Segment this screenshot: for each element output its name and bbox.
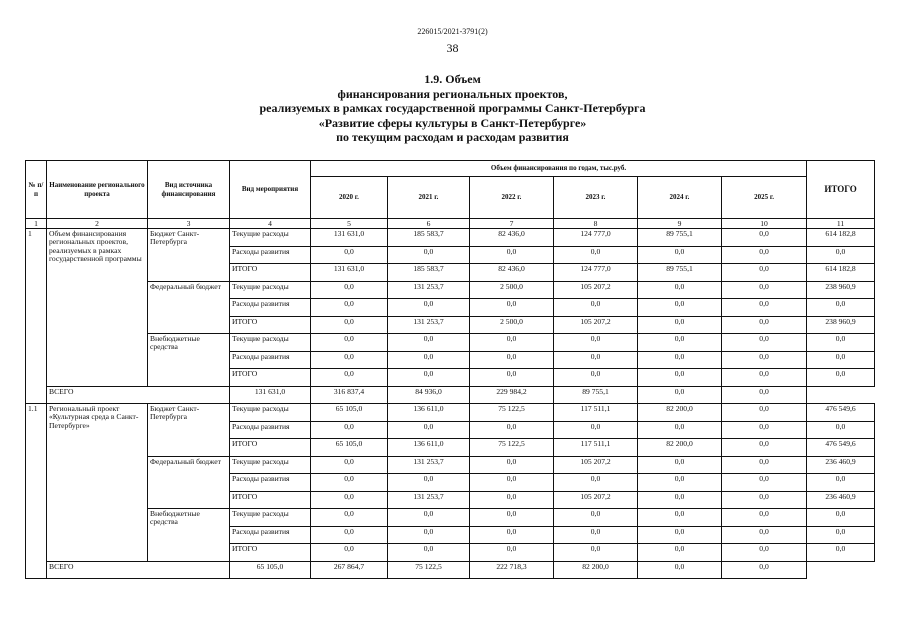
year-value: 0,0 xyxy=(311,369,388,387)
year-value: 131 631,0 xyxy=(311,264,388,282)
funding-source: Бюджет Санкт-Петербурга xyxy=(148,404,230,457)
year-value: 0,0 xyxy=(388,509,470,527)
row-total-value: 0,0 xyxy=(807,526,875,544)
year-value: 0,0 xyxy=(638,526,722,544)
column-number: 4 xyxy=(230,219,311,229)
row-total-value: 236 460,9 xyxy=(807,491,875,509)
grand-total-value: 267 864,7 xyxy=(311,561,388,579)
year-value: 0,0 xyxy=(638,281,722,299)
header-year: 2025 г. xyxy=(722,177,807,219)
year-value: 0,0 xyxy=(554,544,638,562)
year-value: 0,0 xyxy=(470,351,554,369)
year-value: 0,0 xyxy=(722,281,807,299)
year-value: 0,0 xyxy=(722,316,807,334)
year-value: 0,0 xyxy=(311,316,388,334)
grand-total-label: ВСЕГО xyxy=(47,386,230,404)
year-value: 75 122,5 xyxy=(470,439,554,457)
table-row xyxy=(26,456,875,474)
title-line-3: реализуемых в рамках государственной программы Санкт-Петербурга xyxy=(259,101,646,115)
activity-type: Расходы развития xyxy=(230,246,311,264)
activity-type: ИТОГО xyxy=(230,491,311,509)
year-value: 82 200,0 xyxy=(638,404,722,422)
year-value: 0,0 xyxy=(638,351,722,369)
project-name: Региональный проект «Культурная среда в Санкт-Петербурге» xyxy=(47,404,148,562)
year-value: 0,0 xyxy=(311,456,388,474)
row-total-value: 614 182,8 xyxy=(807,229,875,247)
table-row xyxy=(26,281,875,299)
grand-total-value: 222 718,3 xyxy=(470,561,554,579)
grand-total-value: 131 631,0 xyxy=(230,386,311,404)
year-value: 0,0 xyxy=(388,334,470,352)
year-value: 131 253,7 xyxy=(388,316,470,334)
row-total-value: 0,0 xyxy=(807,544,875,562)
year-value: 0,0 xyxy=(388,526,470,544)
year-value: 0,0 xyxy=(722,404,807,422)
year-value: 0,0 xyxy=(722,299,807,317)
year-value: 0,0 xyxy=(311,421,388,439)
year-value: 0,0 xyxy=(638,246,722,264)
row-total-value: 0,0 xyxy=(807,246,875,264)
year-value: 0,0 xyxy=(388,351,470,369)
year-value: 0,0 xyxy=(470,369,554,387)
grand-total-value: 316 837,4 xyxy=(311,386,388,404)
year-value: 0,0 xyxy=(311,491,388,509)
row-total-value: 476 549,6 xyxy=(807,404,875,422)
column-number: 8 xyxy=(554,219,638,229)
column-number: 11 xyxy=(807,219,875,229)
grand-total-value: 65 105,0 xyxy=(230,561,311,579)
year-value: 0,0 xyxy=(470,544,554,562)
page-number: 38 xyxy=(446,41,459,55)
funding-source: Внебюджетные средства xyxy=(148,334,230,387)
grand-total-value: 0,0 xyxy=(638,386,722,404)
year-value: 117 511,1 xyxy=(554,404,638,422)
year-value: 0,0 xyxy=(470,246,554,264)
activity-type: Текущие расходы xyxy=(230,229,311,247)
year-value: 0,0 xyxy=(311,281,388,299)
column-number: 6 xyxy=(388,219,470,229)
activity-type: ИТОГО xyxy=(230,264,311,282)
row-total-value: 614 182,8 xyxy=(807,264,875,282)
financing-table xyxy=(25,160,875,579)
year-value: 124 777,0 xyxy=(554,264,638,282)
project-number: 1 xyxy=(26,229,47,404)
grand-total-row xyxy=(26,386,875,404)
year-value: 65 105,0 xyxy=(311,404,388,422)
header-total: ИТОГО xyxy=(807,161,875,219)
project-number: 1.1 xyxy=(26,404,47,579)
funding-source: Федеральный бюджет xyxy=(148,281,230,334)
year-value: 0,0 xyxy=(638,421,722,439)
row-total-value: 0,0 xyxy=(807,351,875,369)
year-value: 82 436,0 xyxy=(470,229,554,247)
year-value: 185 583,7 xyxy=(388,229,470,247)
year-value: 0,0 xyxy=(722,509,807,527)
section-title xyxy=(0,72,905,145)
year-value: 0,0 xyxy=(554,526,638,544)
year-value: 0,0 xyxy=(722,491,807,509)
title-line-5: по текущим расходам и расходам развития xyxy=(336,130,569,144)
year-value: 0,0 xyxy=(638,474,722,492)
year-value: 0,0 xyxy=(470,456,554,474)
year-value: 131 253,7 xyxy=(388,281,470,299)
grand-total-value: 82 200,0 xyxy=(554,561,638,579)
year-value: 105 207,2 xyxy=(554,316,638,334)
row-total-value: 238 960,9 xyxy=(807,281,875,299)
year-value: 105 207,2 xyxy=(554,456,638,474)
column-number: 2 xyxy=(47,219,148,229)
year-value: 0,0 xyxy=(554,474,638,492)
activity-type: Текущие расходы xyxy=(230,456,311,474)
activity-type: Текущие расходы xyxy=(230,281,311,299)
year-value: 0,0 xyxy=(722,334,807,352)
year-value: 0,0 xyxy=(554,421,638,439)
year-value: 82 436,0 xyxy=(470,264,554,282)
year-value: 0,0 xyxy=(638,316,722,334)
year-value: 0,0 xyxy=(311,299,388,317)
year-value: 0,0 xyxy=(722,229,807,247)
year-value: 131 631,0 xyxy=(311,229,388,247)
year-value: 0,0 xyxy=(311,334,388,352)
year-value: 185 583,7 xyxy=(388,264,470,282)
header-source: Вид источника финансирования xyxy=(148,161,230,219)
year-value: 0,0 xyxy=(388,246,470,264)
activity-type: ИТОГО xyxy=(230,316,311,334)
year-value: 0,0 xyxy=(722,264,807,282)
activity-type: ИТОГО xyxy=(230,439,311,457)
year-value: 105 207,2 xyxy=(554,281,638,299)
grand-total-value: 229 984,2 xyxy=(470,386,554,404)
row-total-value: 236 460,9 xyxy=(807,456,875,474)
year-value: 0,0 xyxy=(388,299,470,317)
table-row xyxy=(26,509,875,527)
year-value: 89 755,1 xyxy=(638,229,722,247)
header-activity: Вид мероприятия xyxy=(230,161,311,219)
row-total-value: 0,0 xyxy=(807,369,875,387)
title-line-2: финансирования региональных проектов, xyxy=(337,86,568,101)
header-year: 2022 г. xyxy=(470,177,554,219)
column-number: 1 xyxy=(26,219,47,229)
year-value: 0,0 xyxy=(470,334,554,352)
year-value: 0,0 xyxy=(638,456,722,474)
row-total-value: 0,0 xyxy=(807,474,875,492)
year-value: 0,0 xyxy=(722,351,807,369)
year-value: 0,0 xyxy=(311,474,388,492)
title-line-1: 1.9. Объем xyxy=(424,72,481,86)
header-volume: Объем финансирования по годам, тыс.руб. xyxy=(311,161,807,177)
year-value: 0,0 xyxy=(722,439,807,457)
row-total-value: 0,0 xyxy=(807,334,875,352)
year-value: 0,0 xyxy=(470,491,554,509)
column-number: 3 xyxy=(148,219,230,229)
year-value: 0,0 xyxy=(388,421,470,439)
funding-source: Федеральный бюджет xyxy=(148,456,230,509)
year-value: 0,0 xyxy=(638,544,722,562)
grand-total-value: 0,0 xyxy=(638,561,722,579)
year-value: 0,0 xyxy=(470,299,554,317)
year-value: 0,0 xyxy=(722,474,807,492)
activity-type: Текущие расходы xyxy=(230,334,311,352)
year-value: 0,0 xyxy=(722,421,807,439)
year-value: 0,0 xyxy=(388,544,470,562)
activity-type: Расходы развития xyxy=(230,526,311,544)
year-value: 0,0 xyxy=(554,246,638,264)
header-year: 2021 г. xyxy=(388,177,470,219)
activity-type: Расходы развития xyxy=(230,421,311,439)
year-value: 75 122,5 xyxy=(470,404,554,422)
year-value: 0,0 xyxy=(470,421,554,439)
column-number: 5 xyxy=(311,219,388,229)
year-value: 0,0 xyxy=(638,369,722,387)
project-name: Объем финансирования региональных проектов, реализуемых в рамках государственной программы xyxy=(47,229,148,387)
activity-type: ИТОГО xyxy=(230,369,311,387)
year-value: 131 253,7 xyxy=(388,456,470,474)
funding-source: Бюджет Санкт-Петербурга xyxy=(148,229,230,282)
row-total-value: 238 960,9 xyxy=(807,316,875,334)
activity-type: Расходы развития xyxy=(230,474,311,492)
year-value: 0,0 xyxy=(722,246,807,264)
title-line-4: «Развитие сферы культуры в Санкт-Петербурге» xyxy=(318,115,587,130)
grand-total-value: 0,0 xyxy=(722,561,807,579)
year-value: 0,0 xyxy=(638,334,722,352)
year-value: 0,0 xyxy=(638,509,722,527)
year-value: 0,0 xyxy=(554,299,638,317)
row-total-value: 0,0 xyxy=(807,299,875,317)
header-num: № п/п xyxy=(26,161,47,219)
activity-type: ИТОГО xyxy=(230,544,311,562)
row-total-value: 0,0 xyxy=(807,421,875,439)
year-value: 0,0 xyxy=(388,474,470,492)
year-value: 0,0 xyxy=(311,509,388,527)
column-number: 7 xyxy=(470,219,554,229)
year-value: 131 253,7 xyxy=(388,491,470,509)
year-value: 2 500,0 xyxy=(470,316,554,334)
year-value: 0,0 xyxy=(722,456,807,474)
year-value: 105 207,2 xyxy=(554,491,638,509)
year-value: 0,0 xyxy=(722,526,807,544)
year-value: 0,0 xyxy=(470,526,554,544)
activity-type: Текущие расходы xyxy=(230,404,311,422)
activity-type: Расходы развития xyxy=(230,351,311,369)
year-value: 0,0 xyxy=(470,509,554,527)
row-total-value: 0,0 xyxy=(807,509,875,527)
year-value: 0,0 xyxy=(311,246,388,264)
year-value: 0,0 xyxy=(388,369,470,387)
year-value: 0,0 xyxy=(311,544,388,562)
year-value: 136 611,0 xyxy=(388,439,470,457)
row-total-value: 476 549,6 xyxy=(807,439,875,457)
document-number: 226015/2021-3791(2) xyxy=(417,27,488,36)
column-number: 10 xyxy=(722,219,807,229)
year-value: 0,0 xyxy=(722,369,807,387)
year-value: 136 611,0 xyxy=(388,404,470,422)
table-row xyxy=(26,404,875,422)
year-value: 65 105,0 xyxy=(311,439,388,457)
grand-total-value: 75 122,5 xyxy=(388,561,470,579)
grand-total-value: 89 755,1 xyxy=(554,386,638,404)
header-year: 2020 г. xyxy=(311,177,388,219)
year-value: 0,0 xyxy=(638,299,722,317)
year-value: 0,0 xyxy=(470,474,554,492)
funding-source: Внебюджетные средства xyxy=(148,509,230,562)
activity-type: Расходы развития xyxy=(230,299,311,317)
year-value: 117 511,1 xyxy=(554,439,638,457)
year-value: 2 500,0 xyxy=(470,281,554,299)
year-value: 0,0 xyxy=(311,351,388,369)
activity-type: Текущие расходы xyxy=(230,509,311,527)
column-number: 9 xyxy=(638,219,722,229)
year-value: 0,0 xyxy=(311,526,388,544)
table-row xyxy=(26,334,875,352)
year-value: 124 777,0 xyxy=(554,229,638,247)
year-value: 0,0 xyxy=(554,369,638,387)
grand-total-value: 84 936,0 xyxy=(388,386,470,404)
grand-total-value: 0,0 xyxy=(722,386,807,404)
header-year: 2024 г. xyxy=(638,177,722,219)
year-value: 0,0 xyxy=(554,509,638,527)
year-value: 0,0 xyxy=(554,334,638,352)
header-project-name: Наименование регионального проекта xyxy=(47,161,148,219)
year-value: 89 755,1 xyxy=(638,264,722,282)
grand-total-label: ВСЕГО xyxy=(47,561,230,579)
year-value: 82 200,0 xyxy=(638,439,722,457)
year-value: 0,0 xyxy=(554,351,638,369)
year-value: 0,0 xyxy=(638,491,722,509)
year-value: 0,0 xyxy=(722,544,807,562)
table-row xyxy=(26,229,875,247)
grand-total-row xyxy=(26,561,875,579)
header-year: 2023 г. xyxy=(554,177,638,219)
